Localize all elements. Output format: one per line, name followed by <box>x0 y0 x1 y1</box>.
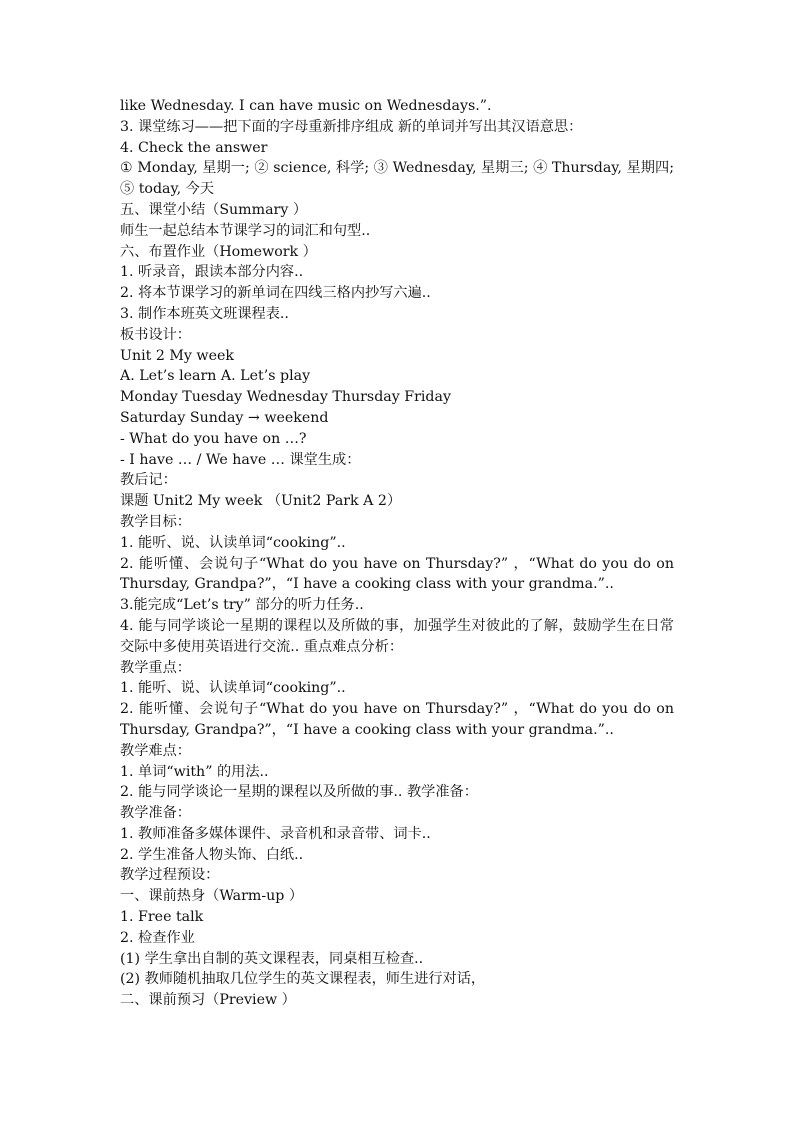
text-line: Monday Tuesday Wednesday Thursday Friday <box>120 389 451 406</box>
text-line: 3. 制作本班英文班课程表.. <box>120 305 289 322</box>
text-line: 3.能完成“Let’s try” 部分的听力任务.. <box>120 597 364 614</box>
section-heading: 教学目标： <box>120 513 191 530</box>
text-line: 1. 能听、说、认读单词“cooking”.. <box>120 534 346 551</box>
text-line: Saturday Sunday → weekend <box>120 409 329 426</box>
section-heading: 教学准备： <box>120 805 191 822</box>
text-line: 2. 将本节课学习的新单词在四线三格内抄写六遍.. <box>120 285 431 302</box>
text-paragraph: 2. 能听懂、会说句子“What do you have on Thursday?” ，“What do you do on Thursday, Grandpa?”，“I have a cooking class with your grandma.”.. <box>120 701 674 738</box>
text-line: (1) 学生拿出自制的英文课程表，同桌相互检查.. <box>120 950 424 967</box>
section-heading: 一、课前热身（Warm-up ） <box>120 888 304 905</box>
section-heading: 教学过程预设： <box>120 867 220 884</box>
section-heading: 六、布置作业（Homework ） <box>120 243 317 260</box>
text-paragraph: 2. 能听懂、会说句子“What do you have on Thursday?” ，“What do you do on Thursday, Grandpa?”，“I have a cooking class with your grandma.”.. <box>120 555 674 593</box>
text-line: - What do you have on …? <box>120 430 307 447</box>
lesson-title: 课题 Unit2 My week （Unit2 Park A 2） <box>120 493 402 510</box>
section-heading: 二、课前预习（Preview ） <box>120 992 296 1009</box>
document-page <box>120 96 674 1011</box>
text-line: (2) 教师随机抽取几位学生的英文课程表，师生进行对话， <box>120 971 486 988</box>
text-line: A. Let’s learn A. Let’s play <box>120 368 311 385</box>
text-line: 2. 能与同学谈论一星期的课程以及所做的事.. 教学准备： <box>120 784 478 801</box>
text-line: 1. 单词“with” 的用法.. <box>120 763 269 780</box>
text-paragraph: 4. 能与同学谈论一星期的课程以及所做的事，加强学生对彼此的了解，鼓励学生在日常交际中多使用英语进行交流.. 重点难点分析： <box>120 617 674 655</box>
text-line: 2. 学生准备人物头饰、白纸.. <box>120 846 304 863</box>
section-heading: 教后记： <box>120 472 177 489</box>
section-heading: 五、课堂小结（Summary ） <box>120 201 308 218</box>
text-line: 4. Check the answer <box>120 139 268 156</box>
text-line: 1. 能听、说、认读单词“cooking”.. <box>120 680 346 697</box>
text-line: Unit 2 My week <box>120 347 234 364</box>
text-line: 师生一起总结本节课学习的词汇和句型.. <box>120 222 371 239</box>
text-line: 1. 听录音，跟读本部分内容.. <box>120 264 304 281</box>
text-line: - I have … / We have … 课堂生成： <box>120 451 361 468</box>
section-heading: 板书设计： <box>120 326 191 343</box>
section-heading: 教学重点： <box>120 659 191 676</box>
text-line: 2. 检查作业 <box>120 929 195 946</box>
text-line: 3. 课堂练习——把下面的字母重新排序组成 新的单词并写出其汉语意思： <box>120 118 583 135</box>
text-paragraph: ① Monday, 星期一; ② science, 科学; ③ Wednesday, 星期三; ④ Thursday, 星期四; ⑤ today, 今天 <box>120 160 674 198</box>
text-line: like Wednesday. I can have music on Wednesdays.”. <box>120 98 492 114</box>
text-line: 1. Free talk <box>120 909 204 926</box>
section-heading: 教学难点： <box>120 742 191 759</box>
text-line: 1. 教师准备多媒体课件、录音机和录音带、词卡.. <box>120 825 431 842</box>
